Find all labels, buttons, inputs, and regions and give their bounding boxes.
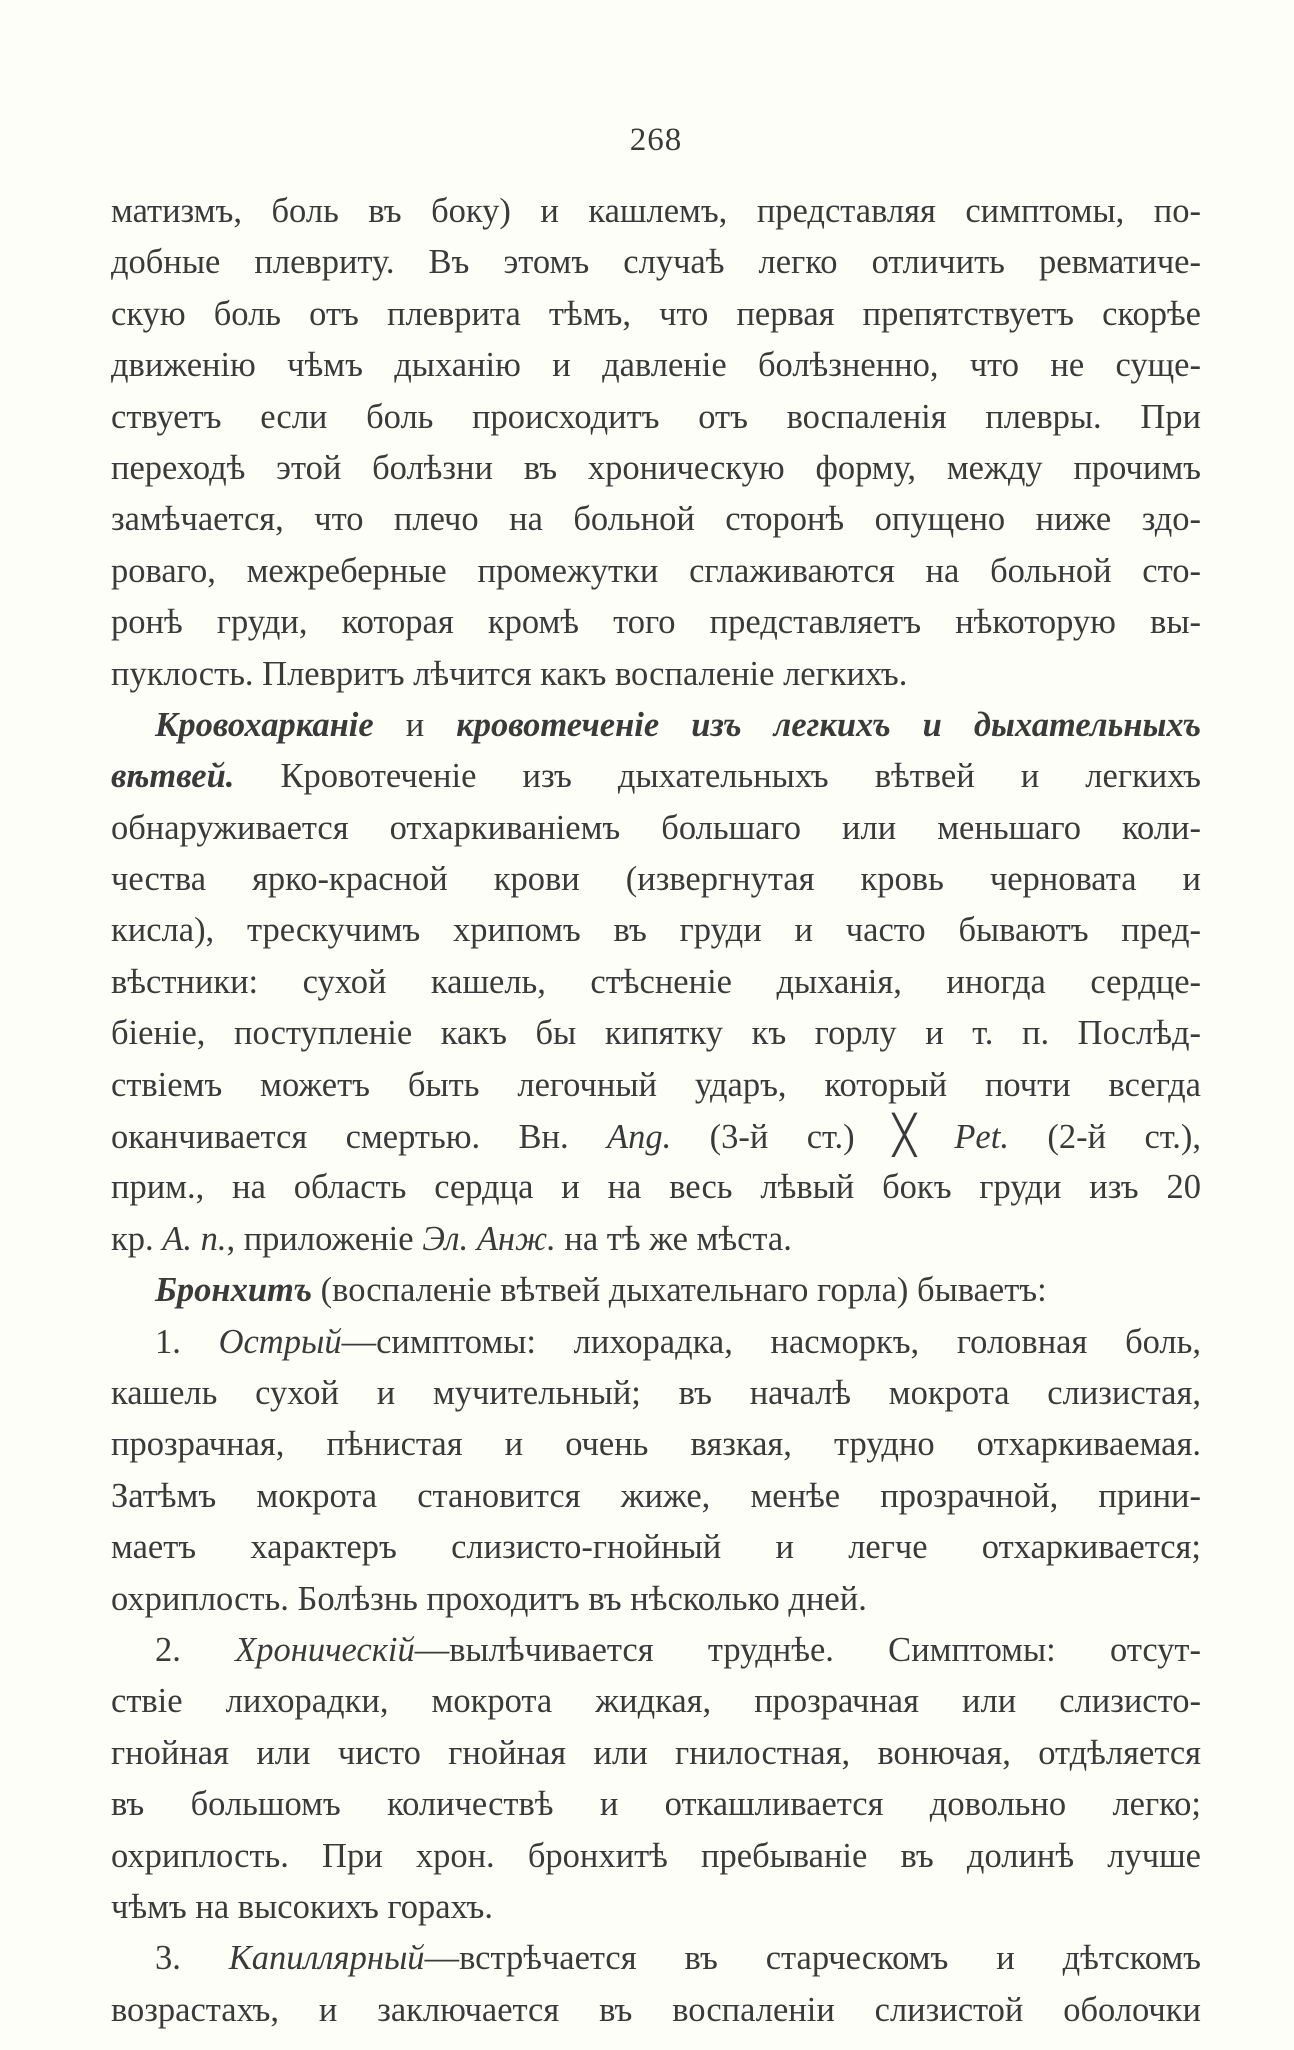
text-line: чѣмъ на высокихъ горахъ.: [111, 1887, 493, 1926]
text-line: пуклость. Плевритъ лѣчится какъ воспаленіе легкихъ.: [111, 654, 908, 693]
text-line: прим., на область сердца и на весь лѣвый бокъ груди изъ 20: [111, 1168, 1201, 1207]
subheading-acute: Острый: [218, 1322, 342, 1361]
text-line: вѣстники: сухой кашель, стѣсненіе дыханія, иногда сердце-: [111, 962, 1201, 1001]
text-line: охриплость. При хрон. бронхитѣ пребываніе въ долинѣ лучше: [111, 1836, 1201, 1875]
text-line: ствіемъ можетъ быть легочный ударъ, который почти всегда: [111, 1065, 1201, 1104]
section-heading-hemoptysis: Кровохарканіе: [155, 705, 374, 744]
text-line: прозрачная, пѣнистая и очень вязкая, трудно отхаркиваемая.: [111, 1425, 1201, 1464]
text-line: Бронхитъ (воспаленіе вѣтвей дыхательнаго горла) бываетъ:: [155, 1271, 1047, 1310]
text-line: чества ярко-красной крови (извергнутая кровь черновата и: [111, 860, 1201, 899]
text-line: вѣтвей. Кровотеченіе изъ дыхательныхъ вѣтвей и легкихъ: [111, 757, 1201, 796]
text-line: гнойная или чисто гнойная или гнилостная, вонючая, отдѣляется: [111, 1733, 1201, 1772]
text-line: движенію чѣмъ дыханію и давленіе болѣзненно, что не суще-: [111, 346, 1201, 385]
text-line: переходѣ этой болѣзни въ хроническую форму, между прочимъ: [111, 448, 1201, 487]
text-line: Затѣмъ мокрота становится жиже, менѣе прозрачной, прини-: [111, 1476, 1201, 1515]
text-line: біеніе, поступленіе какъ бы кипятку къ горлу и т. п. Послѣд-: [111, 1014, 1201, 1053]
cross-mark: ╳: [893, 1115, 916, 1158]
text-line: ствіе лихорадки, мокрота жидкая, прозрачная или слизисто-: [111, 1682, 1201, 1721]
text-line: матизмъ, боль въ боку) и кашлемъ, представляя симптомы, по-: [111, 192, 1201, 230]
text-line: Кровохарканіе и кровотеченіе изъ легкихъ и дыхательныхъ: [155, 705, 1201, 744]
text-line: 3. Капиллярный—встрѣчается въ старческомъ и дѣтскомъ: [155, 1939, 1202, 1978]
text-line: обнаруживается отхаркиваніемъ большаго или меньшаго коли-: [111, 808, 1201, 847]
section-heading-bronchitis: Бронхитъ: [155, 1271, 313, 1310]
text-line: кисла), трескучимъ хрипомъ въ груди и часто бываютъ пред-: [111, 911, 1201, 950]
text-line: ствуетъ если боль происходитъ отъ воспаленія плевры. При: [111, 397, 1201, 436]
text-line: кр. А. п., приложеніе Эл. Анж. на тѣ же мѣста.: [111, 1219, 792, 1258]
text-line: добные плевриту. Въ этомъ случаѣ легко отличить ревматиче-: [111, 243, 1201, 282]
text-line: охриплость. Болѣзнь проходитъ въ нѣсколько дней.: [111, 1579, 867, 1618]
text-line: оканчивается смертью. Вн. Ang. (3-й ст.) ╳ Pet. (2-й ст.),: [111, 1115, 1202, 1158]
subheading-capillary: Капиллярный: [228, 1939, 425, 1978]
text-line: маетъ характеръ слизисто-гнойный и легче отхаркивается;: [111, 1528, 1201, 1567]
text-line: возрастахъ, и заключается въ воспаленіи слизистой оболочки: [111, 1990, 1201, 2029]
page-number: 268: [629, 122, 683, 158]
subheading-chronic: Хроническій: [235, 1630, 415, 1669]
text-line: 1. Острый—симптомы: лихорадка, насморкъ, головная боль,: [155, 1322, 1201, 1361]
text-line: скую боль отъ плеврита тѣмъ, что первая препятствуетъ скорѣе: [111, 294, 1201, 333]
text-line: ронѣ груди, которая кромѣ того представляетъ нѣкоторую вы-: [111, 603, 1201, 642]
section-heading-bleeding: кровотеченіе изъ легкихъ и дыхательныхъ: [456, 705, 1201, 744]
text-line: 2. Хроническій—вылѣчивается труднѣе. Симптомы: отсут-: [155, 1630, 1201, 1669]
text-line: замѣчается, что плечо на больной сторонѣ опущено ниже здо-: [111, 500, 1201, 539]
text-line: въ большомъ количествѣ и откашливается довольно легко;: [111, 1785, 1201, 1824]
text-line: кашель сухой и мучительный; въ началѣ мокрота слизистая,: [111, 1373, 1201, 1412]
page-text: [111, 186, 1201, 2036]
text-line: роваго, межреберные промежутки сглаживаются на больной сто-: [111, 551, 1201, 590]
